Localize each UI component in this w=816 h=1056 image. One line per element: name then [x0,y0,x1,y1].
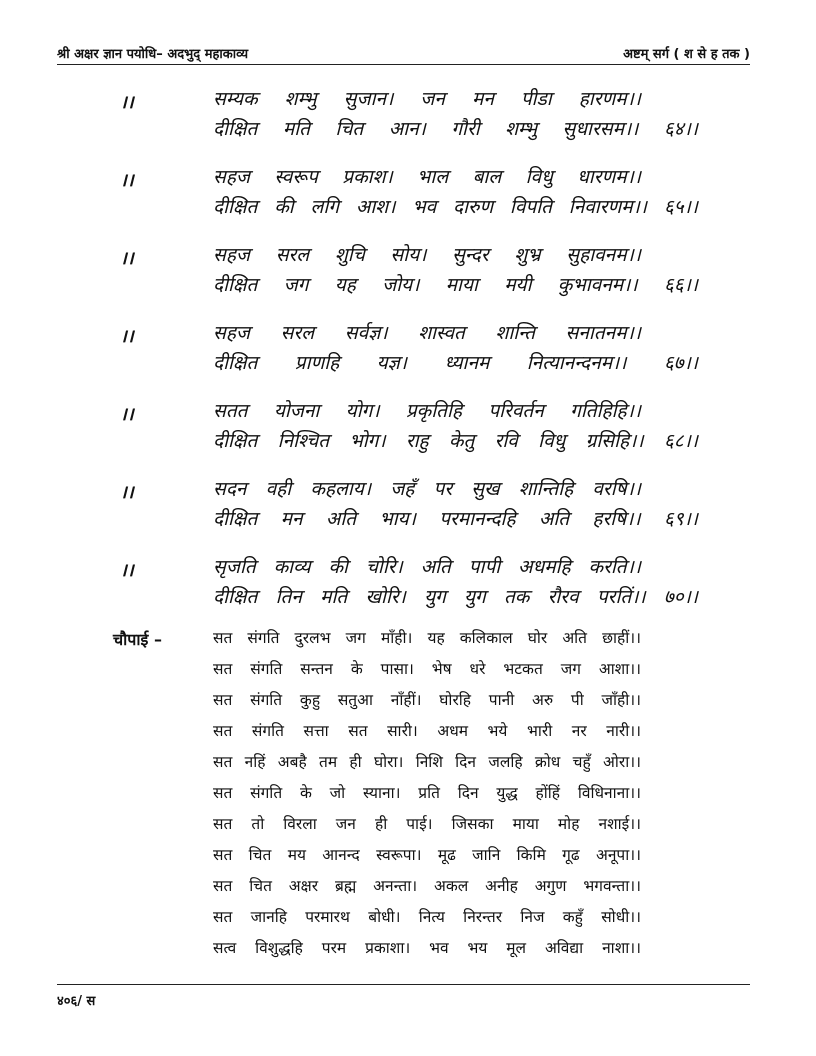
verse-line-1: सहज सरल सर्वज्ञ। शास्वत शान्ति सनातनम।। [213,322,641,344]
verse-65 [0,162,816,240]
chaupai-line: सत चित अक्षर ब्रह्म अनन्ता। अकल अनीह अगुण भगवन्ता।। [213,877,641,895]
header-chapter-title: अष्टम् सर्ग ( श से ह तक ) [623,47,750,62]
verse-marker: ।। [120,326,134,347]
chaupai-label: चौपाई – [113,630,162,649]
verse-line-2: दीक्षित जग यह जोय। माया मयी कुभावनम।। ६६।। [213,274,698,296]
verse-line-1: सहज स्वरूप प्रकाश। भाल बाल विधु धारणम।। [213,166,641,188]
verse-line-1: सम्यक शम्भु सुजान। जन मन पीडा हारणम।। [213,88,641,110]
verse-line-2: दीक्षित निश्चित भोग। राहु केतु रवि विधु ग्रसिहि।। ६८।। [213,430,698,452]
verse-66 [0,240,816,318]
verse-section [0,84,816,630]
verse-line-1: सृजति काव्य की चोरि। अति पापी अधमहि करति।। [213,556,641,578]
page-footer [57,984,750,1009]
chaupai-line: सत जानहि परमारथ बोधी। नित्य निरन्तर निज कहुँ सोधी।। [213,908,641,926]
chaupai-line: सत संगति सन्तन के पासा। भेष धरे भटकत जग आशा।। [213,660,641,678]
verse-line-2: दीक्षित की लगि आश। भव दारुण विपति निवारणम।। ६५।। [213,196,698,218]
chaupai-line: सत संगति के जो स्याना। प्रति दिन युद्ध होंहिं विधिनाना।। [213,784,641,802]
chaupai-line: सत तो विरला जन ही पाई। जिसका माया मोह नशाई।। [213,815,641,833]
chaupai-line: सत चित मय आनन्द स्वरूपा। मूढ जानि किमि गूढ अनूपा।। [213,846,641,864]
page-header [57,40,750,65]
verse-67 [0,318,816,396]
verse-64 [0,84,816,162]
header-book-title: श्री अक्षर ज्ञान पयोधि– अदभुद् महाकाव्य [57,47,249,62]
verse-line-2: दीक्षित मति चित आन। गौरी शम्भु सुधारसम।। ६४।। [213,118,698,140]
chaupai-line: सत संगति सत्ता सत सारी। अधम भये भारी नर नारी।। [213,722,641,740]
verse-marker: ।। [120,560,134,581]
verse-line-2: दीक्षित प्राणहि यज्ञ। ध्यानम नित्यानन्दनम।। ६७।। [213,352,698,374]
verse-70 [0,552,816,630]
verse-line-1: सहज सरल शुचि सोय। सुन्दर शुभ्र सुहावनम।। [213,244,641,266]
verse-line-2: दीक्षित मन अति भाय। परमानन्दहि अति हरषि।। ६९।। [213,508,698,530]
verse-marker: ।। [120,404,134,425]
verse-marker: ।। [120,170,134,191]
chaupai-line: सत संगति कुहु सतुआ नाँहीं। घोरहि पानी अरु पी जाँही।। [213,691,641,709]
page-number: ४०६/ स [57,994,96,1009]
chaupai-line: सत नहिं अबहै तम ही घोरा। निशि दिन जलहि क्रोध चहुँ ओरा।। [213,753,641,771]
verse-line-2: दीक्षित तिन मति खोरि। युग युग तक रौरव परतिं।। ७०।। [213,586,698,608]
verse-line-1: सदन वही कहलाय। जहँ पर सुख शान्तिहि वरषि।। [213,478,641,500]
verse-68 [0,396,816,474]
verse-line-1: सतत योजना योग। प्रकृतिहि परिवर्तन गतिहिहि।। [213,400,641,422]
chaupai-line: सत संगति दुरलभ जग माँही। यह कलिकाल घोर अति छाहीं।। [213,629,641,647]
verse-marker: ।। [120,92,134,113]
verse-marker: ।। [120,482,134,503]
verse-marker: ।। [120,248,134,269]
verse-69 [0,474,816,552]
chaupai-line: सत्व विशुद्धहि परम प्रकाशा। भव भय मूल अविद्या नाशा।। [213,939,641,957]
